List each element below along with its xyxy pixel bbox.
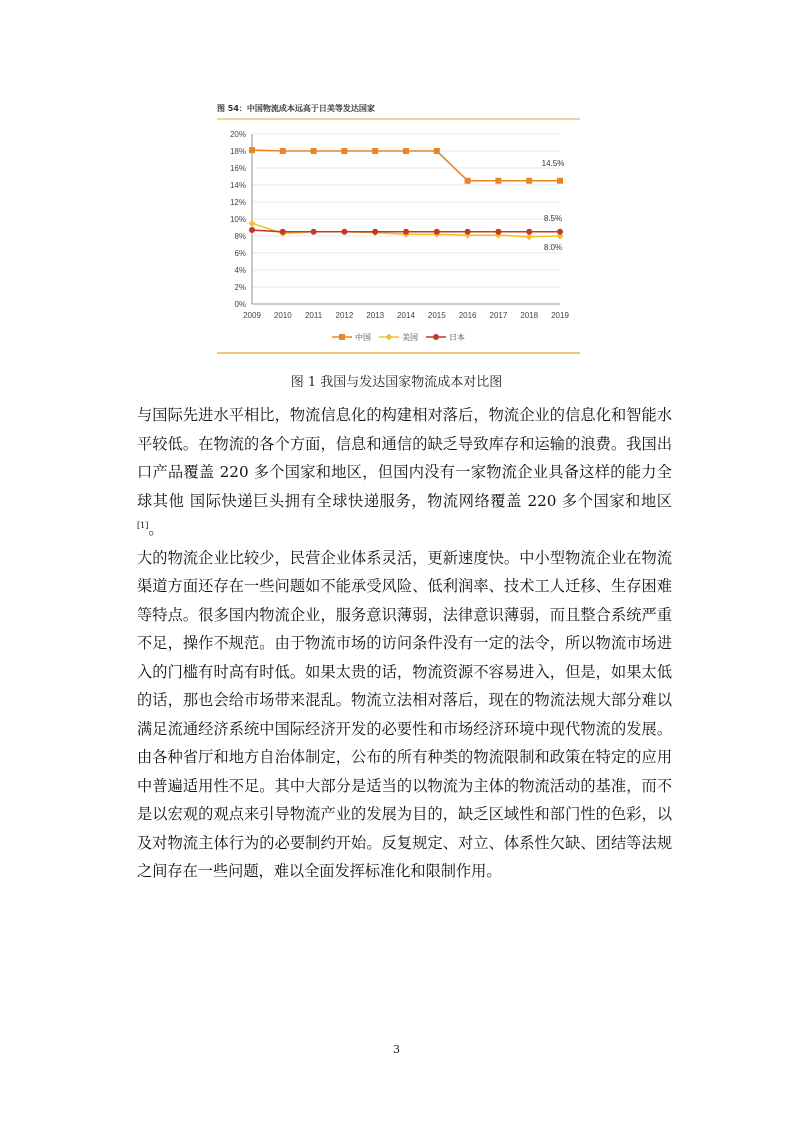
- legend-marker: [433, 334, 439, 340]
- data-point: [280, 229, 286, 235]
- data-label: 8.5%: [543, 213, 563, 223]
- paragraph-1: [137, 401, 672, 544]
- legend-marker: [386, 334, 393, 341]
- y-tick-label: 12%: [229, 198, 246, 207]
- legend-marker: [339, 334, 345, 340]
- data-point: [434, 148, 440, 154]
- data-point: [249, 220, 256, 227]
- x-tick-label: 2015: [427, 311, 446, 320]
- logistics-cost-chart: [217, 97, 580, 359]
- data-point: [403, 229, 409, 235]
- x-tick-label: 2019: [551, 311, 569, 320]
- y-tick-label: 18%: [229, 147, 246, 156]
- body-text: [137, 401, 672, 886]
- data-point: [526, 229, 532, 235]
- x-tick-label: 2016: [458, 311, 477, 320]
- y-tick-label: 8%: [234, 232, 246, 241]
- data-point: [311, 229, 317, 235]
- y-tick-label: 10%: [229, 215, 246, 224]
- figure: [217, 97, 580, 359]
- y-tick-label: 0%: [234, 300, 246, 309]
- data-point: [341, 229, 347, 235]
- y-tick-label: 4%: [234, 266, 246, 275]
- data-point: [249, 147, 255, 153]
- data-point: [311, 148, 317, 154]
- data-point: [434, 229, 440, 235]
- x-tick-label: 2014: [397, 311, 415, 320]
- chart-title: 图 54：中国物流成本远高于日美等发达国家: [217, 104, 375, 113]
- y-tick-label: 16%: [229, 164, 246, 173]
- x-tick-label: 2009: [243, 311, 261, 320]
- y-tick-label: 6%: [234, 249, 246, 258]
- paragraph-2: 大的物流企业比较少，民营企业体系灵活，更新速度快。中小型物流企业在物流渠道方面还存在一些问题如不能承受风险、低利润率、技术工人迁移、生存困难等特点。很多国内物流企业，服务意识薄弱，法律意识薄弱，而且整合系统严重不足，操作不规范。由于物流市场的访问条件没有一定的法令，所以物流市场进入的门槛有时高有时低。如果太贵的话，物流资源不容易进入，但是，如果太低的话，那也会给市场带来混乱。物流立法相对落后，现在的物流法规大部分难以满足流通经济系统中国际经济开发的必要性和市场经济环境中现代物流的发展。由各种省厅和地方自治体制定，公布的所有种类的物流限制和政策在特定的应用中普遍适用性不足。其中大部分是适当的以物流为主体的物流活动的基准，而不是以宏观的观点来引导物流产业的发展为目的，缺乏区域性和部门性的色彩，以及对物流主体行为的必要制约开始。反复规定、对立、体系性欠缺、团结等法规之间存在一些问题，难以全面发挥标准化和限制作用。: [137, 548, 672, 880]
- x-tick-label: 2012: [335, 311, 354, 320]
- data-point: [372, 229, 378, 235]
- data-point: [249, 227, 255, 233]
- y-tick-label: 14%: [229, 181, 246, 190]
- data-point: [495, 229, 501, 235]
- data-point: [495, 178, 501, 184]
- data-point: [341, 148, 347, 154]
- x-tick-label: 2011: [304, 311, 323, 320]
- data-point: [403, 148, 409, 154]
- x-tick-label: 2018: [520, 311, 539, 320]
- x-tick-label: 2017: [489, 311, 508, 320]
- legend-label: 美国: [402, 333, 418, 342]
- data-point: [557, 178, 563, 184]
- paragraph-1-text: 与国际先进水平相比，物流信息化的构建相对落后，物流企业的信息化和智能水平较低。在物流的各个方面，信息和通信的缺乏导致库存和运输的浪费。我国出口产品覆盖 220 多个国家和地区，但国内没有一家物流企业具备这样的能力全球其他 国际快递巨头拥有全球快递服务，物流网络覆盖 220 多个国家和地区: [137, 406, 672, 510]
- data-point: [372, 148, 378, 154]
- x-tick-label: 2010: [273, 311, 292, 320]
- reference-mark[interactable]: [1]: [137, 520, 149, 530]
- data-point: [557, 229, 563, 235]
- sentence-end: 。: [148, 520, 164, 538]
- data-point: [280, 148, 286, 154]
- figure-caption: 图 1 我国与发达国家物流成本对比图: [290, 375, 503, 390]
- data-label: 8.0%: [543, 243, 563, 252]
- y-tick-label: 2%: [234, 283, 246, 292]
- data-point: [465, 178, 471, 184]
- data-point: [465, 229, 471, 235]
- data-point: [526, 178, 532, 184]
- legend-label: 中国: [355, 333, 371, 342]
- legend-label: 日本: [449, 333, 465, 342]
- series-line: [252, 150, 560, 181]
- data-label: 14.5%: [541, 158, 565, 168]
- x-tick-label: 2013: [366, 311, 385, 320]
- page-number: 3: [393, 1043, 400, 1056]
- y-tick-label: 20%: [229, 130, 246, 139]
